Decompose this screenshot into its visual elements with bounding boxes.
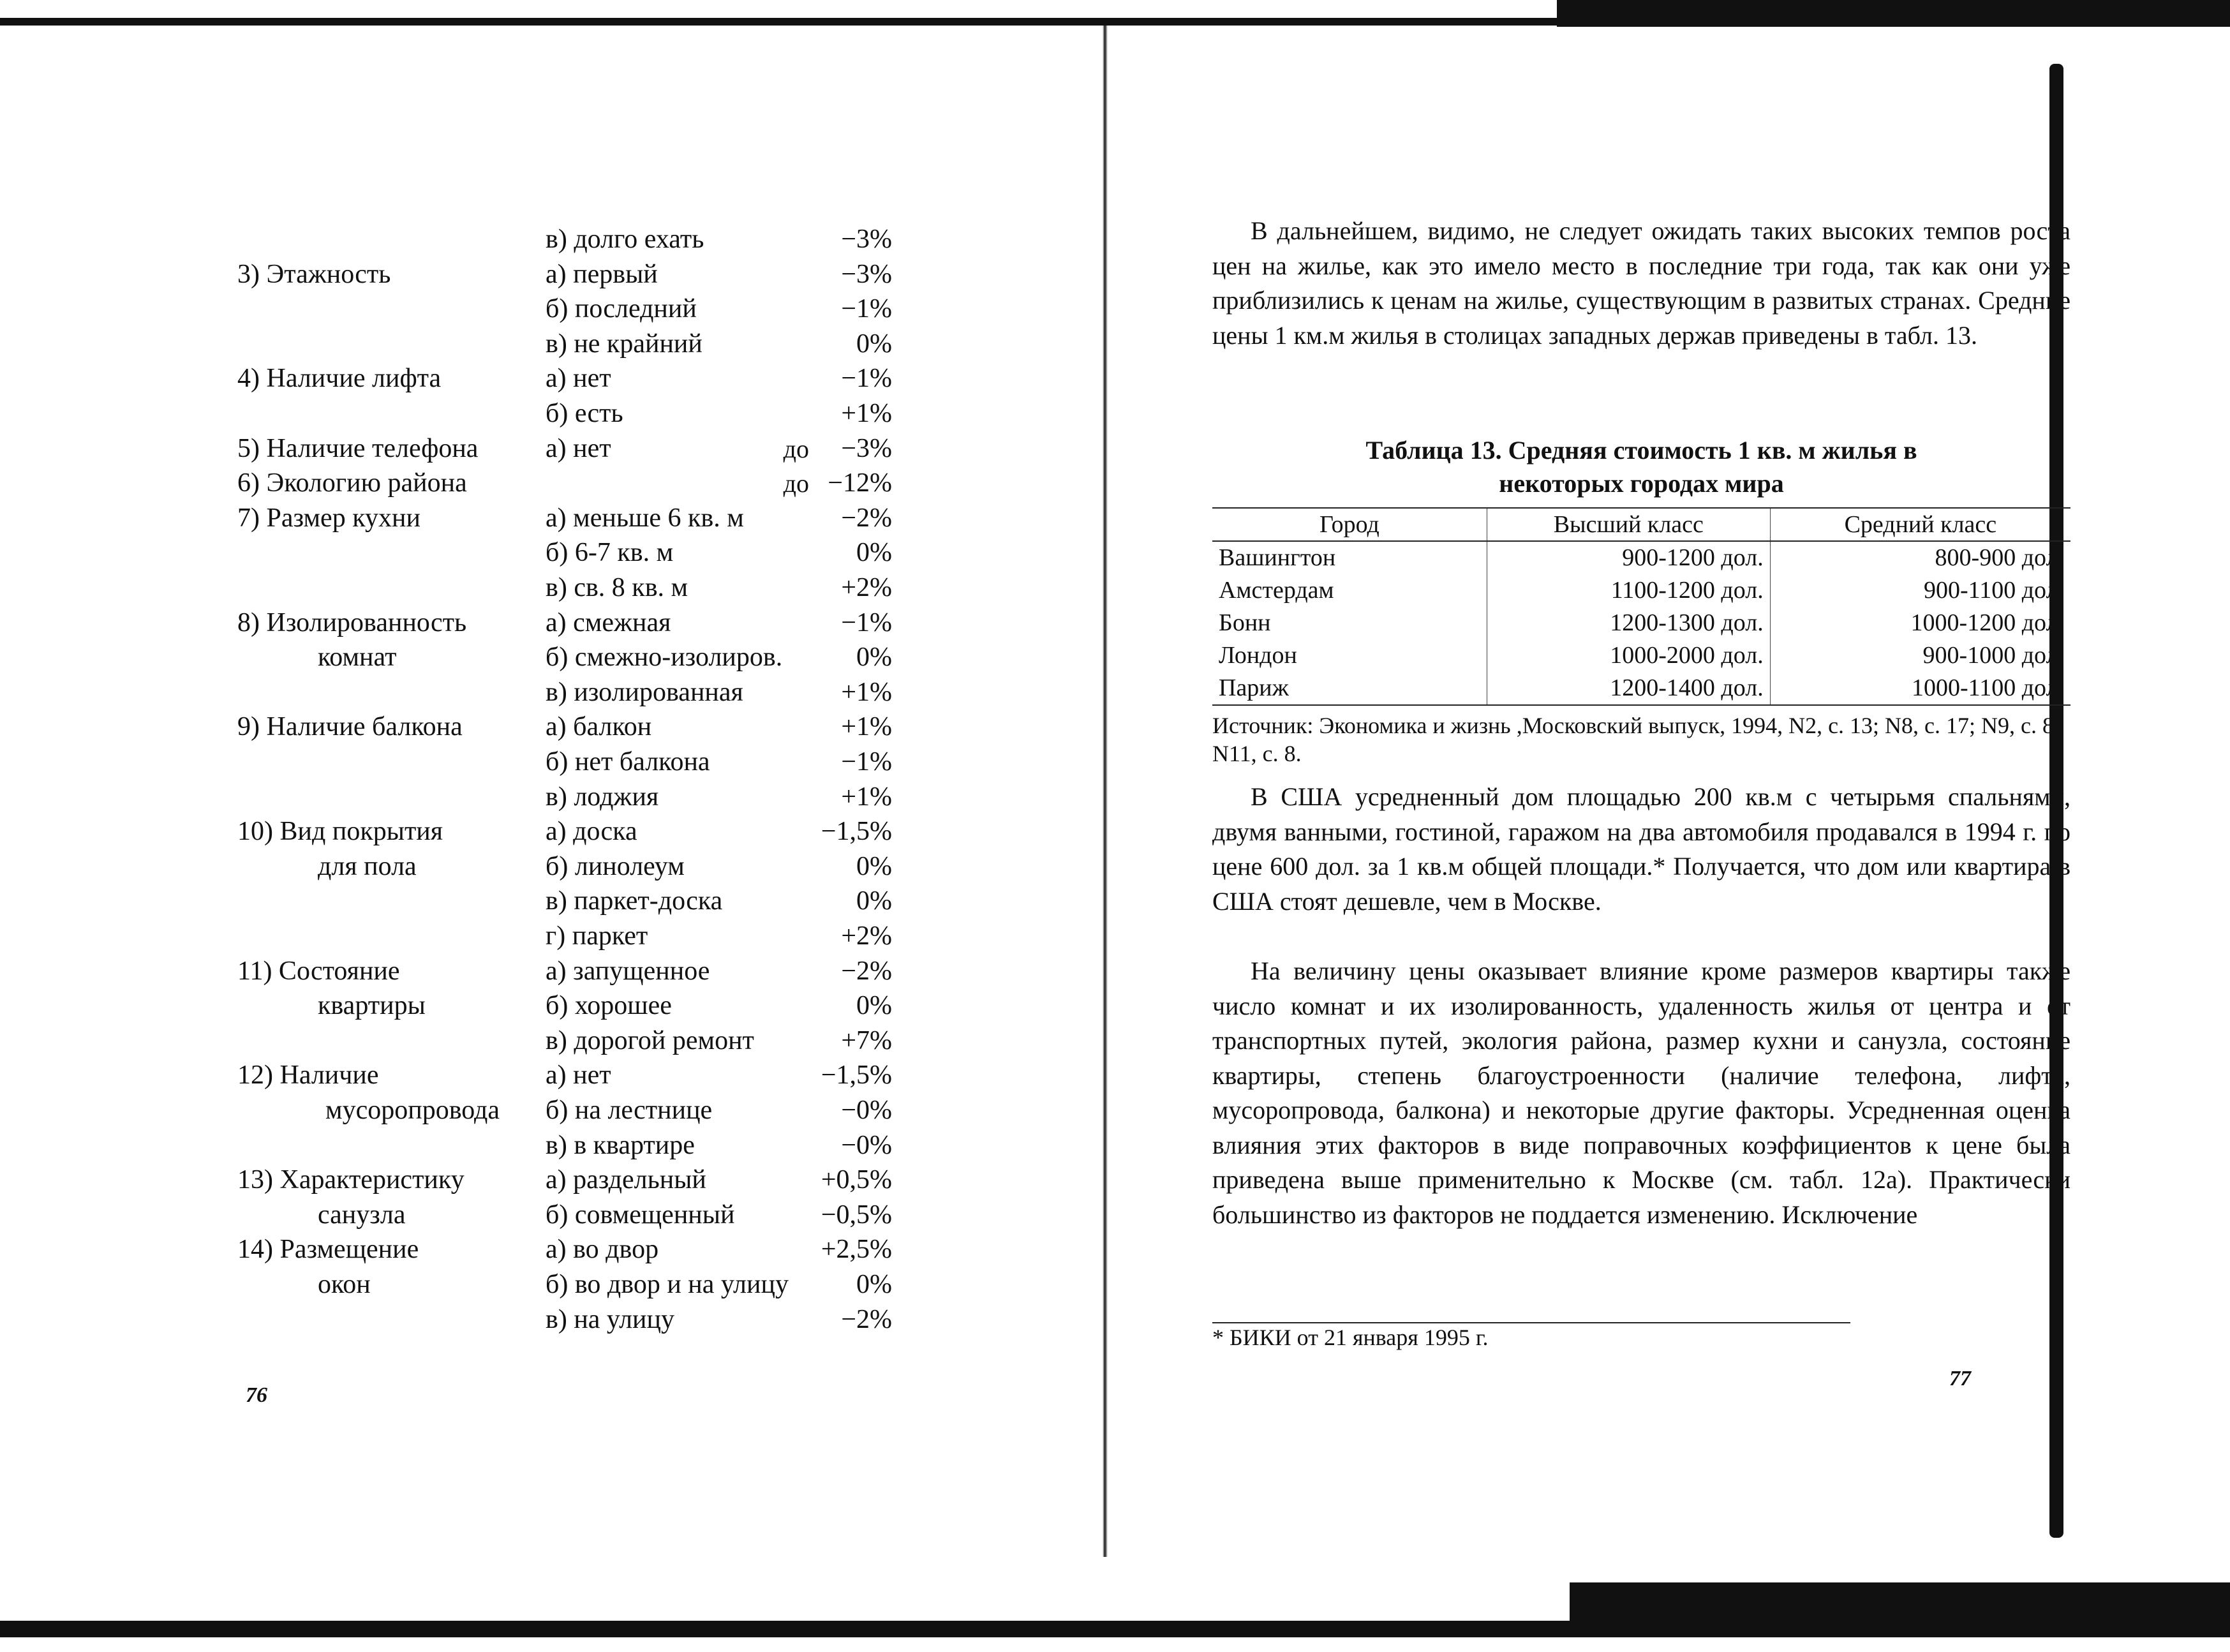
table-cell-city: Бонн xyxy=(1219,609,1271,636)
percent-adjustment: 0% xyxy=(856,886,892,916)
factor-label: 8) Изолированность xyxy=(237,607,467,637)
table-header-standard: Средний класс xyxy=(1770,508,2070,541)
option-label: а) смежная xyxy=(546,607,671,637)
factor-row xyxy=(0,466,1103,501)
option-label: б) смежно-изолиров. xyxy=(546,643,783,673)
table-cell-standard: 1000-1100 дол. xyxy=(1770,672,2070,705)
option-label: а) меньше 6 кв. м xyxy=(546,503,744,533)
percent-adjustment: −3% xyxy=(841,259,892,289)
factor-row xyxy=(0,222,1103,257)
table-row xyxy=(1212,574,2070,607)
option-label: в) на улицу xyxy=(546,1304,675,1334)
option-label: б) во двор и на улицу xyxy=(546,1270,789,1299)
left-page xyxy=(0,0,1103,1652)
table-cell-premium: 1100-1200 дол. xyxy=(1487,574,1770,607)
percent-adjustment: +2% xyxy=(841,573,892,602)
intro-paragraph-text: В дальнейшем, видимо, не следует ожидать таких высоких темпов роста цен на жилье, как это имело место в последние три года, так как они уже приблизились к ценам на жилье, существующим в развитых странах. Средние цены 1 км.м жилья в столицах западных держав приведены в табл. 13. xyxy=(1212,216,2070,350)
percent-adjustment: −1% xyxy=(841,607,892,637)
percent-adjustment: −2% xyxy=(841,1304,892,1334)
table-header-premium: Высший класс xyxy=(1487,508,1770,541)
factor-row xyxy=(0,1058,1103,1093)
option-label: в) изолированная xyxy=(546,677,743,707)
percent-adjustment: +7% xyxy=(841,1025,892,1055)
percent-adjustment: −0,5% xyxy=(821,1200,892,1230)
table-cell-city: Амстердам xyxy=(1219,577,1334,604)
table-cell-standard: 800-900 дол. xyxy=(1770,541,2070,574)
option-label: в) долго ехать xyxy=(546,225,704,254)
intro-paragraph xyxy=(1212,214,2070,353)
percent-adjustment: −1% xyxy=(841,747,892,777)
factor-label: комнат xyxy=(318,643,397,673)
factor-label: санузла xyxy=(318,1200,406,1230)
factor-row xyxy=(0,780,1103,815)
factor-row xyxy=(0,710,1103,745)
percent-adjustment: −3% xyxy=(841,225,892,254)
option-label: б) нет балкона xyxy=(546,747,710,777)
table-source-note: Источник: Экономика и жизнь ,Московский выпуск, 1994, N2, с. 13; N8, с. 17; N9, с. 8; N11, с. 8. xyxy=(1212,713,2061,766)
factor-row xyxy=(0,501,1103,536)
option-label: б) последний xyxy=(546,294,697,324)
percent-adjustment: −3% xyxy=(841,433,892,463)
factor-label: квартиры xyxy=(318,991,426,1021)
factor-label: 10) Вид покрытия xyxy=(237,817,443,847)
percent-adjustment: −0% xyxy=(841,1130,892,1160)
factor-label: 7) Размер кухни xyxy=(237,503,420,533)
percent-adjustment: −1% xyxy=(841,294,892,324)
factor-row xyxy=(0,1093,1103,1128)
percent-adjustment: 0% xyxy=(856,538,892,568)
percent-adjustment: −1,5% xyxy=(821,1060,892,1090)
factor-row xyxy=(0,745,1103,780)
percent-adjustment: 0% xyxy=(856,1270,892,1299)
factor-row xyxy=(0,292,1103,327)
usa-paragraph-text: В США усредненный дом площадью 200 кв.м с четырьмя спальнями, двумя ванными, гостиной, гаражом на два автомобиля продавался в 1994 г. по цене 600 дол. за 1 кв.м общей площади.* Получается, что дом или квартира в США стоят дешевле, чем в Москве. xyxy=(1212,782,2070,916)
factor-row xyxy=(0,1232,1103,1267)
option-label: а) раздельный xyxy=(546,1165,706,1195)
right-page xyxy=(1110,0,2230,1652)
percent-adjustment: 0% xyxy=(856,991,892,1021)
table-cell-standard: 900-1100 дол. xyxy=(1770,574,2070,607)
table-cell-premium: 1000-2000 дол. xyxy=(1487,639,1770,672)
factor-label: 11) Состояние xyxy=(237,956,400,986)
option-label: в) св. 8 кв. м xyxy=(546,573,688,602)
table-cell-standard: 1000-1200 дол. xyxy=(1770,607,2070,639)
table-header-city: Город xyxy=(1212,508,1487,541)
factor-label: окон xyxy=(318,1270,371,1299)
factor-row xyxy=(0,1163,1103,1198)
usa-paragraph xyxy=(1212,780,2070,919)
page-number-right: 77 xyxy=(1949,1367,1971,1390)
factor-row xyxy=(0,1302,1103,1337)
table-title-line2: некоторых городах мира xyxy=(1499,469,1784,498)
option-label: а) нет xyxy=(546,433,611,463)
percent-adjustment: +1% xyxy=(841,399,892,428)
factor-row xyxy=(0,640,1103,675)
percent-adjustment: +1% xyxy=(841,712,892,742)
percent-prefix: до xyxy=(783,434,809,463)
option-label: в) в квартире xyxy=(546,1130,695,1160)
factor-row xyxy=(0,814,1103,849)
page-number-left: 76 xyxy=(246,1383,267,1407)
option-label: а) запущенное xyxy=(546,956,710,986)
factor-label: для пола xyxy=(318,851,417,881)
factor-row xyxy=(0,849,1103,884)
factor-row xyxy=(0,535,1103,570)
factor-row xyxy=(0,1023,1103,1059)
factor-row xyxy=(0,327,1103,362)
factor-row xyxy=(0,361,1103,396)
option-label: а) доска xyxy=(546,817,637,847)
option-label: б) на лестнице xyxy=(546,1096,713,1125)
option-label: а) балкон xyxy=(546,712,652,742)
factor-row xyxy=(0,954,1103,989)
percent-adjustment: +1% xyxy=(841,677,892,707)
percent-adjustment: +2,5% xyxy=(821,1235,892,1265)
option-label: а) первый xyxy=(546,259,658,289)
table-title-line1: Таблица 13. Средняя стоимость 1 кв. м жилья в xyxy=(1365,436,1917,465)
factor-row xyxy=(0,675,1103,710)
factors-paragraph xyxy=(1212,954,2070,1232)
table-row xyxy=(1212,541,2070,574)
option-label: б) есть xyxy=(546,399,623,428)
percent-adjustment: +0,5% xyxy=(821,1165,892,1195)
option-label: б) хорошее xyxy=(546,991,672,1021)
percent-adjustment: 0% xyxy=(856,329,892,359)
option-label: в) дорогой ремонт xyxy=(546,1025,754,1055)
table-cell-city: Париж xyxy=(1212,672,1487,705)
option-label: а) нет xyxy=(546,1060,611,1090)
percent-adjustment: −2% xyxy=(841,956,892,986)
factor-row xyxy=(0,396,1103,431)
table-cell-premium: 1200-1300 дол. xyxy=(1487,607,1770,639)
option-label: в) не крайний xyxy=(546,329,702,359)
factor-row xyxy=(0,988,1103,1023)
factor-row xyxy=(0,884,1103,919)
table-cell-standard: 900-1000 дол. xyxy=(1770,639,2070,672)
book-spine xyxy=(1103,26,1108,1557)
factor-row xyxy=(0,1198,1103,1233)
table-row xyxy=(1212,672,2070,705)
option-label: в) паркет-доска xyxy=(546,886,723,916)
table-title xyxy=(1212,434,2070,500)
factor-label: 5) Наличие телефона xyxy=(237,433,479,463)
factor-row xyxy=(0,570,1103,606)
option-label: б) совмещенный xyxy=(546,1200,735,1230)
table-cell-city: Вашингтон xyxy=(1219,544,1336,571)
factors-paragraph-text: На величину цены оказывает влияние кроме размеров квартиры также число комнат и их изолированность, удаленность жилья от центра и от транспортных путей, экология района, размер кухни и санузла, состояние квартиры, степень благоустроенности (наличие телефона, лифта, мусоропровода, балкона) и некоторые другие факторы. Усредненная оценка влияния этих факторов в виде поправочных коэффициентов к цене была приведена выше применительно к Москве (см. табл. 12а). Практически большинство из факторов не поддается изменению. Исключение xyxy=(1212,956,2070,1229)
option-label: в) лоджия xyxy=(546,782,659,812)
factor-label: 4) Наличие лифта xyxy=(237,364,442,394)
factor-row xyxy=(0,257,1103,292)
factor-row xyxy=(0,1267,1103,1302)
percent-adjustment: 0% xyxy=(856,851,892,881)
percent-adjustment: −2% xyxy=(841,503,892,533)
option-label: а) во двор xyxy=(546,1235,659,1265)
factor-label: мусоропровода xyxy=(325,1096,500,1125)
table-row xyxy=(1212,607,2070,639)
factor-row xyxy=(0,606,1103,641)
option-label: б) 6-7 кв. м xyxy=(546,538,674,568)
factor-row xyxy=(0,919,1103,954)
percent-adjustment: 0% xyxy=(856,643,892,673)
percent-adjustment: −0% xyxy=(841,1096,892,1125)
table-row xyxy=(1212,639,2070,672)
factor-label: 12) Наличие xyxy=(237,1060,379,1090)
option-label: б) линолеум xyxy=(546,851,685,881)
factor-label: 3) Этажность xyxy=(237,259,391,289)
percent-adjustment: −12% xyxy=(828,468,892,498)
percent-adjustment: −1,5% xyxy=(821,817,892,847)
factor-label: 6) Экологию района xyxy=(237,468,467,498)
factor-label: 14) Размещение xyxy=(237,1235,419,1265)
table-header-row xyxy=(1212,508,2070,541)
percent-adjustment: −1% xyxy=(841,364,892,394)
factor-label: 13) Характеристику xyxy=(237,1165,465,1195)
percent-prefix: до xyxy=(783,469,809,498)
table-cell-city: Лондон xyxy=(1219,642,1297,669)
table-cell-premium: 1200-1400 дол. xyxy=(1487,672,1770,705)
option-label: а) нет xyxy=(546,364,611,394)
price-table xyxy=(1212,507,2070,706)
table-cell-premium: 900-1200 дол. xyxy=(1487,541,1770,574)
percent-adjustment: +1% xyxy=(841,782,892,812)
factor-row xyxy=(0,1128,1103,1163)
footnote: * БИКИ от 21 января 1995 г. xyxy=(1212,1325,1489,1350)
percent-adjustment: +2% xyxy=(841,921,892,951)
factor-label: 9) Наличие балкона xyxy=(237,712,463,742)
factor-row xyxy=(0,431,1103,466)
option-label: г) паркет xyxy=(546,921,648,951)
